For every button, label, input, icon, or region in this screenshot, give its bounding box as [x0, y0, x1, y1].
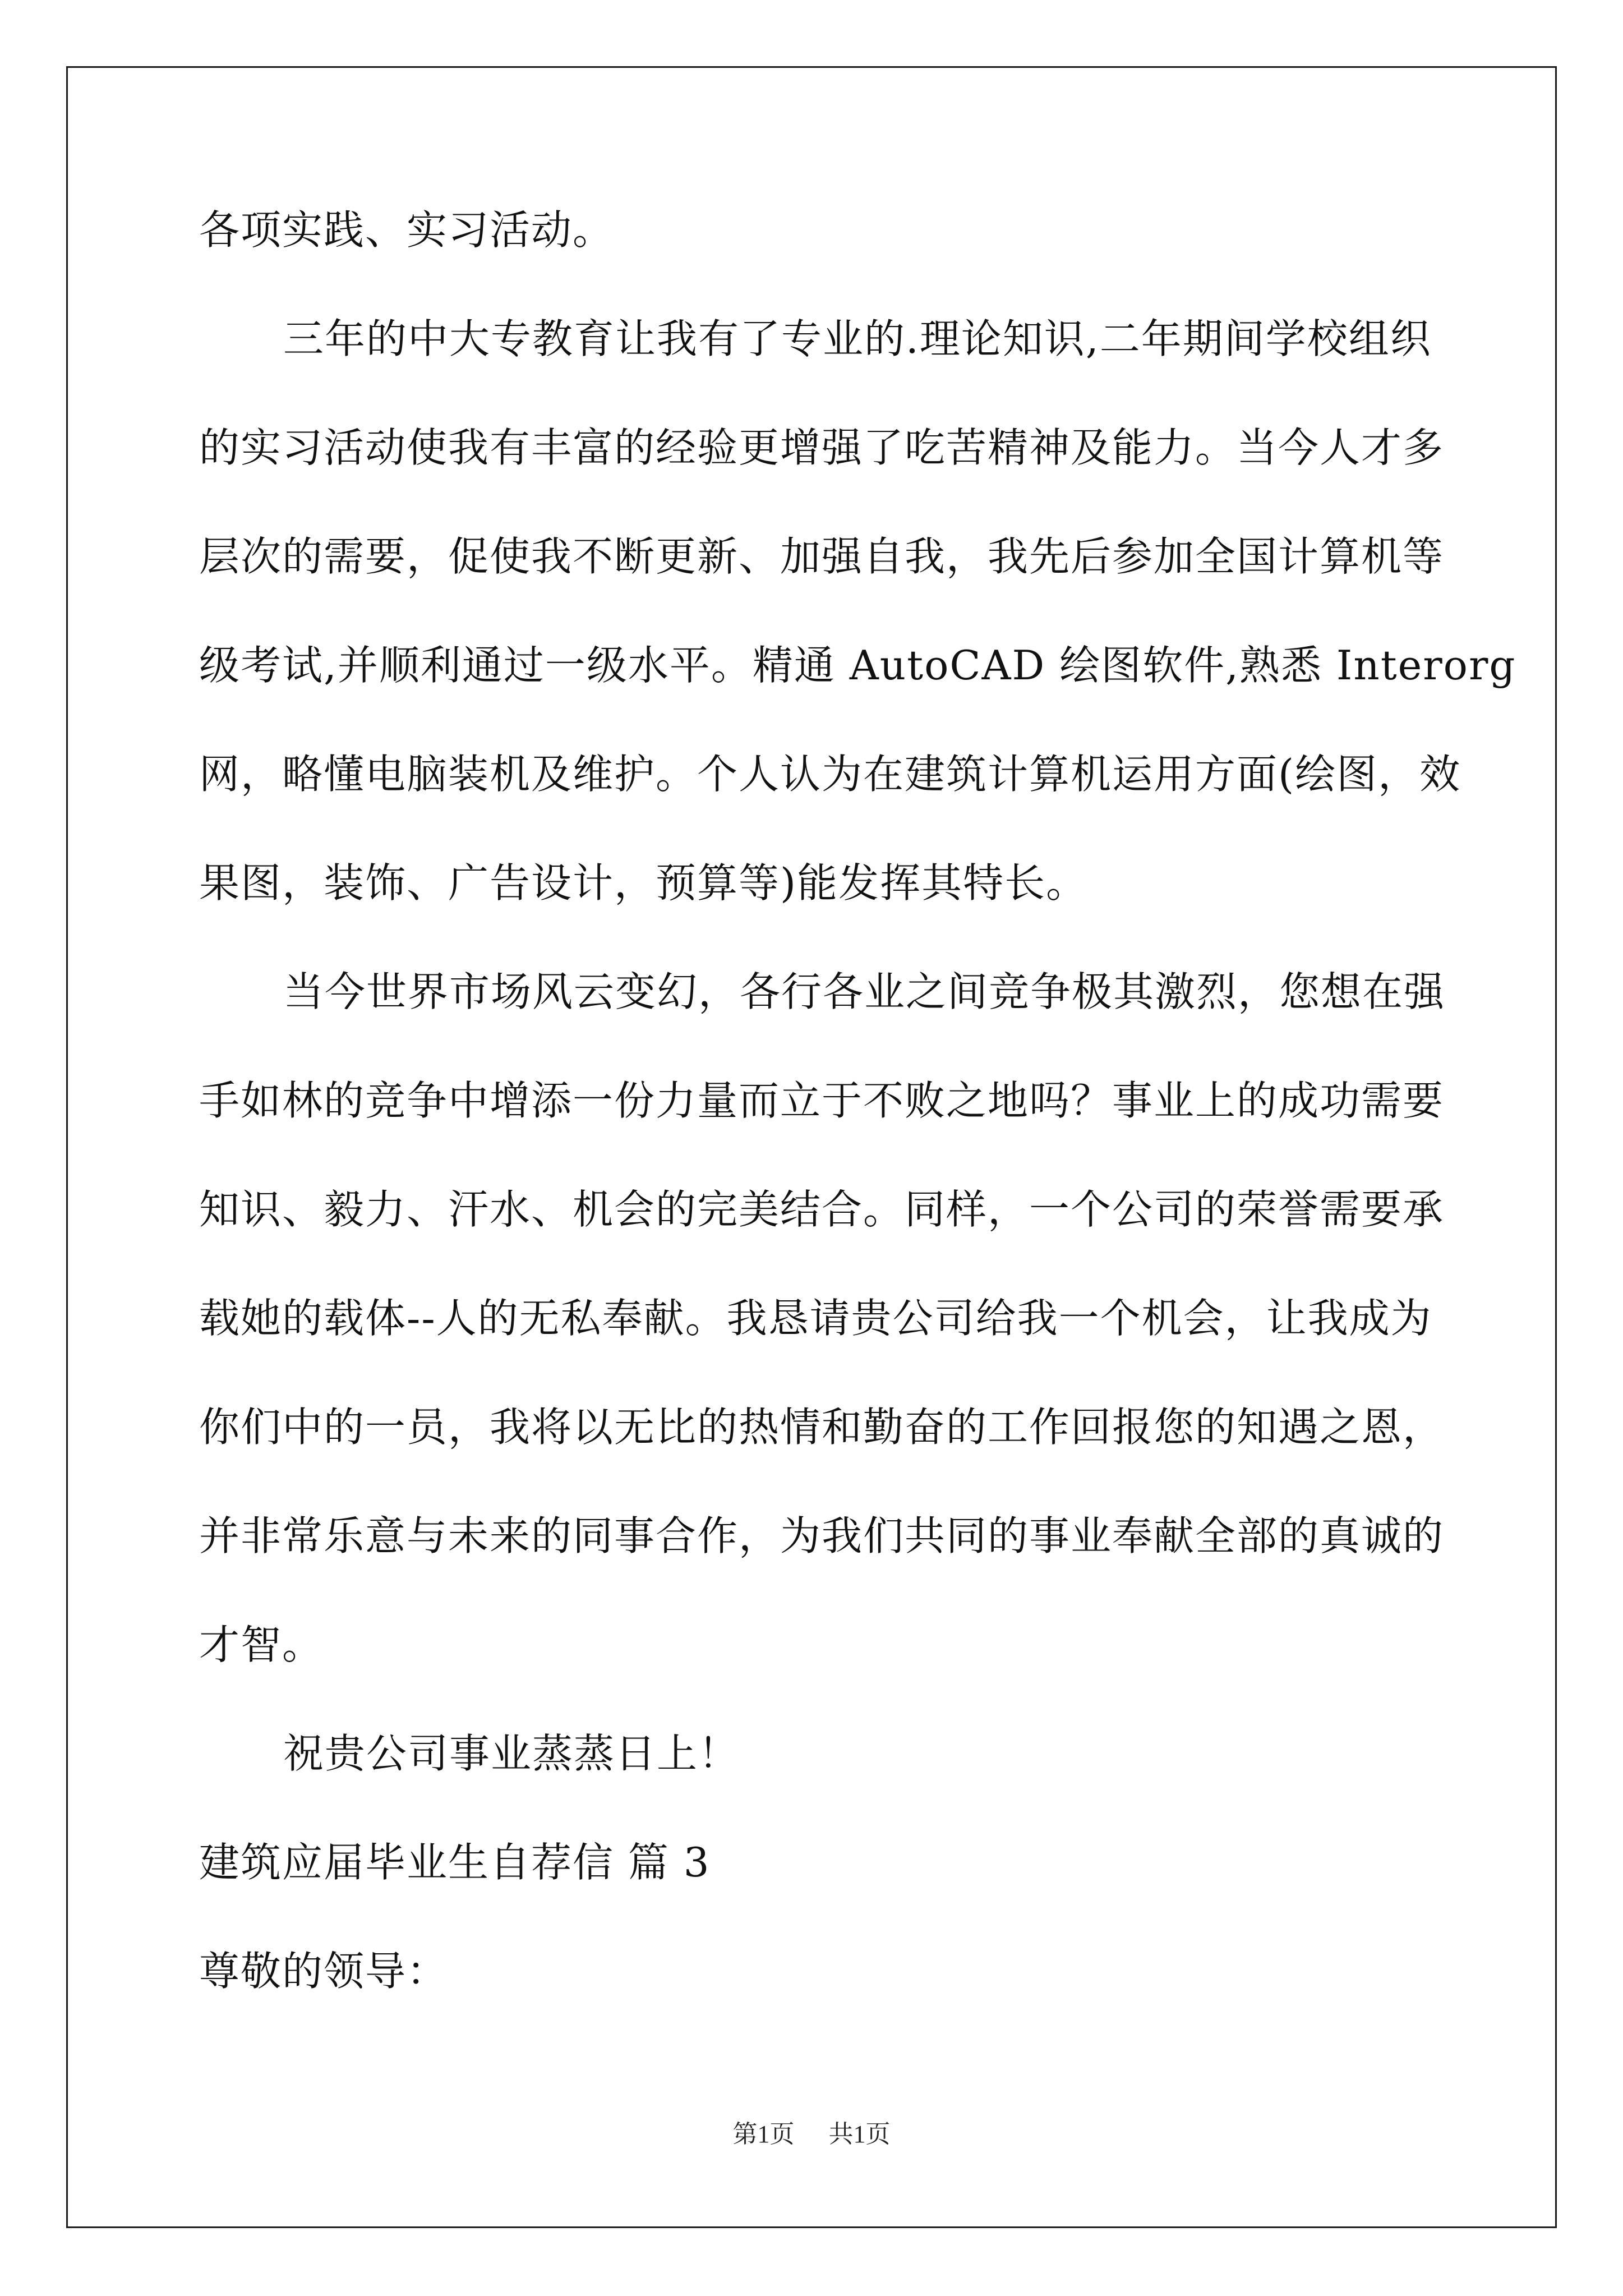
- paragraph-line: 的实习活动使我有丰富的经验更增强了吃苦精神及能力。当今人才多: [199, 424, 1445, 471]
- paragraph-line: 你们中的一员，我将以无比的热情和勤奋的工作回报您的知遇之恩，: [199, 1404, 1445, 1451]
- paragraph-line: 当今世界市场风云变幻，各行各业之间竞争极其激烈，您想在强: [283, 968, 1446, 1015]
- page-footer: [0, 2118, 1623, 2151]
- paragraph-line: 各项实践、实习活动。: [199, 206, 615, 254]
- paragraph-line: 级考试,并顺利通过一级水平。精通 AutoCAD 绘图软件,熟悉 Interorg: [199, 642, 1516, 689]
- closing-wish: 祝贵公司事业蒸蒸日上！: [283, 1730, 740, 1777]
- paragraph-line: 三年的中大专教育让我有了专业的.理论知识,二年期间学校组织: [283, 315, 1432, 362]
- paragraph-line: 知识、毅力、汗水、机会的完美结合。同样，一个公司的荣誉需要承: [199, 1186, 1445, 1233]
- paragraph-line: 并非常乐意与未来的同事合作，为我们共同的事业奉献全部的真诚的: [199, 1512, 1445, 1559]
- paragraph-line: 载她的载体--人的无私奉献。我恳请贵公司给我一个机会，让我成为: [199, 1295, 1432, 1342]
- section-heading: 建筑应届毕业生自荐信 篇 3: [199, 1839, 711, 1886]
- paragraph-line: 手如林的竞争中增添一份力量而立于不败之地吗？事业上的成功需要: [199, 1077, 1445, 1124]
- salutation: 尊敬的领导：: [199, 1948, 449, 1995]
- paragraph-line: 果图，装饰、广告设计，预算等)能发挥其特长。: [199, 859, 1088, 907]
- page-frame: [66, 66, 1557, 2228]
- page-total: 共1页: [828, 2120, 891, 2148]
- paragraph-line: 才智。: [199, 1621, 324, 1668]
- page-number: 第1页: [732, 2120, 795, 2148]
- paragraph-line: 层次的需要，促使我不断更新、加强自我，我先后参加全国计算机等: [199, 533, 1445, 580]
- paragraph-line: 网，略懂电脑装机及维护。个人认为在建筑计算机运用方面(绘图，效: [199, 751, 1461, 798]
